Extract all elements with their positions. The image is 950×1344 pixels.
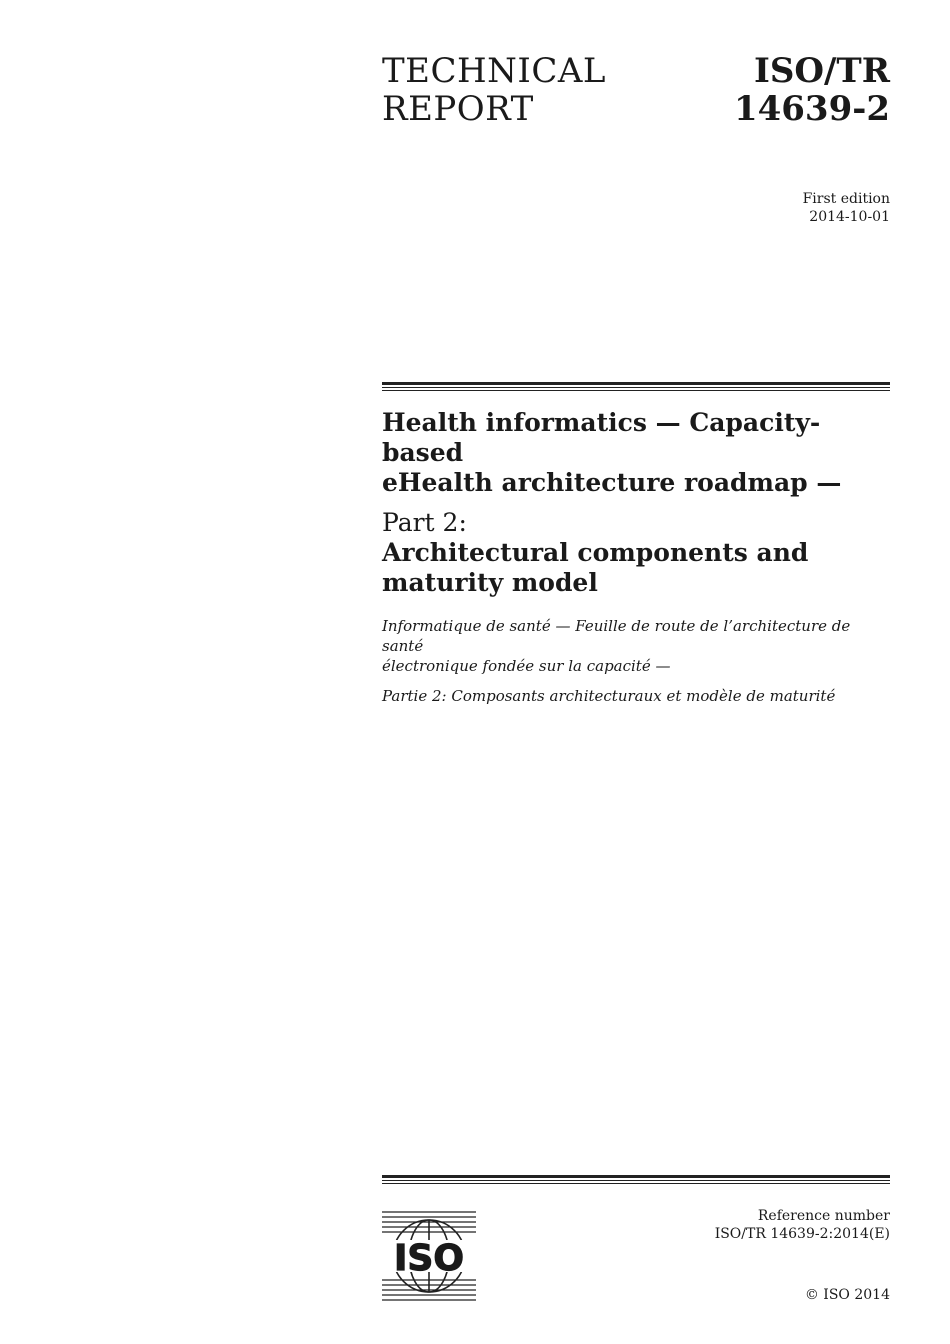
part-title-line-2: maturity model xyxy=(382,568,598,597)
edition-date: 2014-10-01 xyxy=(809,209,890,225)
edition-block xyxy=(803,190,890,226)
part-number: Part 2: xyxy=(382,508,467,537)
iso-logo-icon xyxy=(382,1210,476,1302)
copyright: © ISO 2014 xyxy=(804,1287,890,1303)
french-title xyxy=(382,616,890,676)
document-number-line-2: 14639-2 xyxy=(733,89,890,129)
document-number xyxy=(734,52,890,128)
document-type xyxy=(382,52,606,128)
bottom-divider xyxy=(382,1175,890,1186)
main-title xyxy=(382,408,890,498)
edition-label: First edition xyxy=(802,191,890,207)
french-part-title: Partie 2: Composants architecturaux et modèle de maturité xyxy=(382,687,836,705)
reference-label: Reference number xyxy=(757,1208,890,1224)
main-title-line-2: eHealth architecture roadmap — xyxy=(382,468,842,497)
document-number-line-1: ISO/TR xyxy=(753,51,890,91)
part-title xyxy=(382,538,890,598)
part-title-line-1: Architectural components and xyxy=(382,538,809,567)
french-title-line-2: électronique fondée sur la capacité — xyxy=(382,657,671,675)
reference-number: ISO/TR 14639-2:2014(E) xyxy=(714,1226,890,1242)
document-type-line-1: TECHNICAL xyxy=(382,51,606,91)
main-title-line-1: Health informatics — Capacity-based xyxy=(382,408,821,467)
document-type-line-2: REPORT xyxy=(382,89,534,129)
reference-block xyxy=(715,1207,890,1243)
iso-logo-text: ISO xyxy=(394,1238,464,1279)
title-block xyxy=(382,408,890,706)
french-title-line-1: Informatique de santé — Feuille de route de l’architecture de santé xyxy=(382,617,851,655)
top-divider xyxy=(382,382,890,393)
